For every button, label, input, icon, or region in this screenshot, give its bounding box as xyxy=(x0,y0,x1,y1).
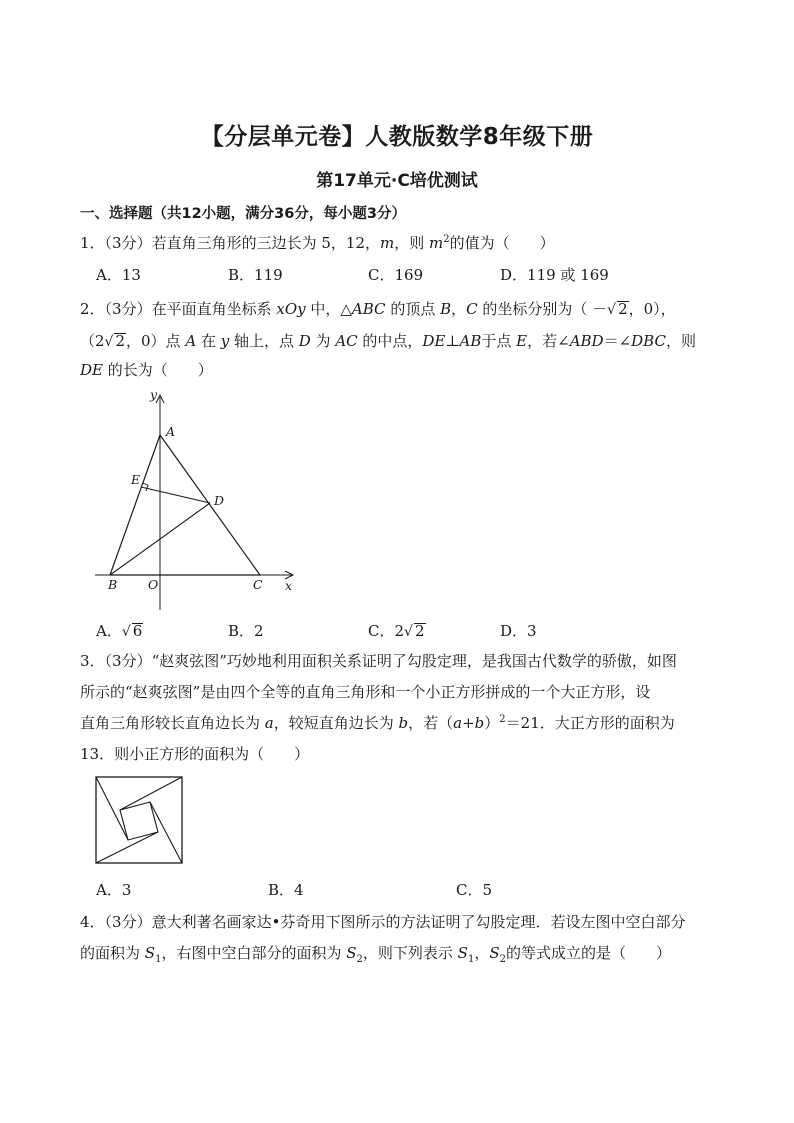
q2-option-d: D．3 xyxy=(500,622,537,640)
label-x: x xyxy=(285,578,293,593)
question-2-line-1: 2．（3分）在平面直角坐标系 xOy 中，△ABC 的顶点 B，C 的坐标分别为（ －√ 2，0）， xyxy=(80,300,676,318)
segment-ab xyxy=(110,435,160,575)
q3-option-a: A．3 xyxy=(96,881,132,899)
page-title: 【分层单元卷】人教版数学8年级下册 xyxy=(200,124,594,150)
label-b: B xyxy=(108,577,118,592)
q2-option-b: B．2 xyxy=(228,622,264,640)
q1-option-b: B．119 xyxy=(228,266,283,284)
q1-option-d: D．119 或 169 xyxy=(500,266,609,284)
q2-option-c: C．2√ 2 xyxy=(368,622,425,640)
question-3-line-2: 所示的“赵爽弦图”是由四个全等的直角三角形和一个小正方形拼成的一个大正方形，设 xyxy=(80,683,651,701)
question-4-line-1: 4．（3分）意大利著名画家达•芬奇用下图所示的方法证明了勾股定理．若设左图中空白部分 xyxy=(80,913,686,931)
q1-option-c: C．169 xyxy=(368,266,424,284)
q1-option-a: A．13 xyxy=(96,266,141,284)
label-a: A xyxy=(166,424,176,439)
q3-option-c: C．5 xyxy=(456,881,493,899)
outer-square xyxy=(96,777,182,863)
page-subtitle: 第17单元·C培优测试 xyxy=(316,171,478,191)
label-y: y xyxy=(150,387,158,402)
label-e: E xyxy=(131,472,141,487)
q2-triangle-figure xyxy=(90,385,305,615)
question-3-line-1: 3．（3分）“赵爽弦图”巧妙地利用面积关系证明了勾股定理，是我国古代数学的骄傲，如图 xyxy=(80,652,677,670)
question-2-line-3: DE 的长为（ ） xyxy=(80,361,213,379)
segment-de xyxy=(141,487,210,503)
question-2-line-2: （2√ 2，0）点 A 在 y 轴上，点 D 为 AC 的中点，DE⊥AB于点 E，若∠ABD＝∠DBC，则 xyxy=(80,332,696,350)
label-o: O xyxy=(148,577,159,592)
q2-option-a: A．√ 6 xyxy=(96,622,143,640)
question-3-line-3: 直角三角形较长直角边长为 a，较短直角边长为 b，若$(a+b)^2=21$．大正方形的面积为 xyxy=(80,714,675,732)
label-d: D xyxy=(214,493,225,508)
zhao-shuang-figure xyxy=(94,775,186,867)
question-3-line-4: 13．则小正方形的面积为（ ） xyxy=(80,745,310,763)
label-c: C xyxy=(253,577,263,592)
section-heading: 一、选择题（共12小题，满分36分，每小题3分） xyxy=(80,206,406,222)
segment-ac xyxy=(160,435,260,575)
question-4-line-2: 的面积为 $S_1$，右图中空白部分的面积为 $S_2$，则下列表示 $S_1$，$S_2$的等式成立的是（ ） xyxy=(80,944,671,965)
question-1-stem: 1．（3分）若直角三角形的三边长为 5，12，m，则 $m^2$的值为（ ） xyxy=(80,234,555,252)
q3-option-b: B．4 xyxy=(268,881,304,899)
